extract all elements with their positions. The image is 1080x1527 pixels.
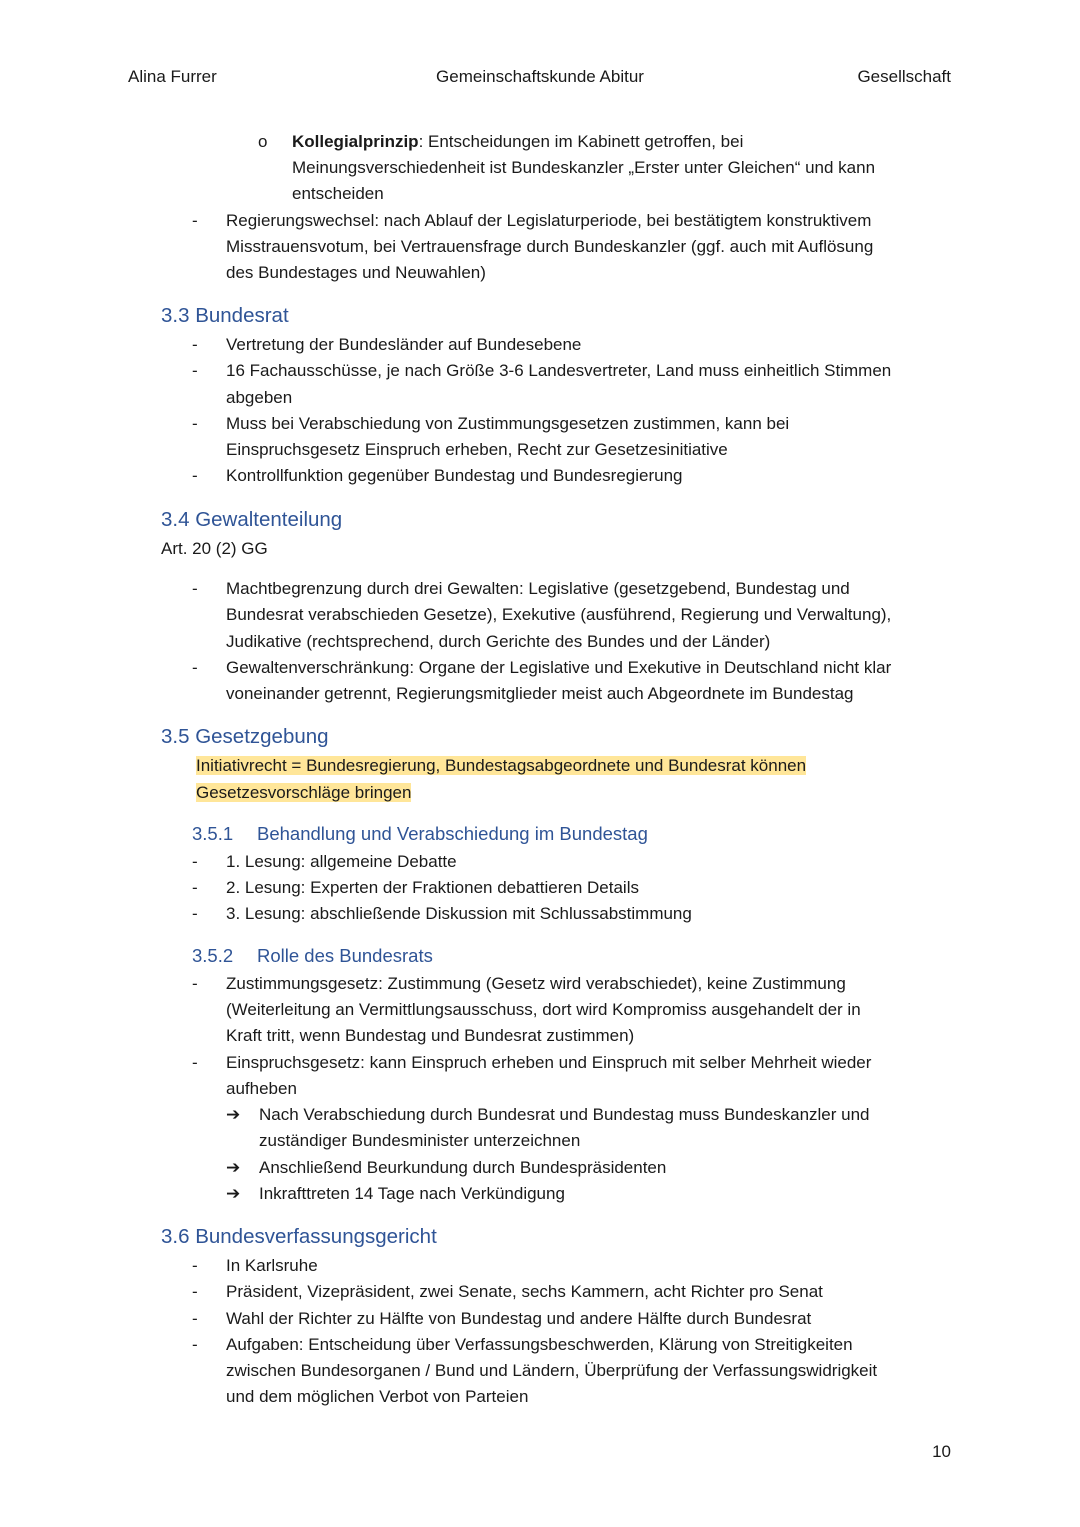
text-line: Präsident, Vizepräsident, zwei Senate, sechs Kammern, acht Richter pro Senat bbox=[226, 1282, 823, 1301]
highlighted-line bbox=[196, 755, 806, 777]
header-author: Alina Furrer bbox=[128, 67, 217, 86]
article-reference: Art. 20 (2) GG bbox=[161, 539, 268, 558]
header-topic: Gesellschaft bbox=[857, 67, 951, 86]
header-subject: Gemeinschaftskunde Abitur bbox=[436, 67, 644, 86]
text-line: Gewaltenverschränkung: Organe der Legislative und Exekutive in Deutschland nicht klar bbox=[226, 658, 892, 677]
text-line: und dem möglichen Verbot von Parteien bbox=[226, 1387, 529, 1406]
page-number: 10 bbox=[932, 1442, 951, 1461]
text-line: Kontrollfunktion gegenüber Bundestag und Bundesregierung bbox=[226, 466, 683, 485]
dash-bullet: - bbox=[192, 974, 198, 993]
heading-3-6: 3.6 Bundesverfassungsgericht bbox=[161, 1225, 437, 1248]
text-line: 2. Lesung: Experten der Fraktionen debattieren Details bbox=[226, 878, 639, 897]
text-line: Wahl der Richter zu Hälfte von Bundestag und andere Hälfte durch Bundesrat bbox=[226, 1309, 812, 1328]
text-line: Machtbegrenzung durch drei Gewalten: Legislative (gesetzgebend, Bundestag und bbox=[226, 579, 850, 598]
text-line: Inkrafttreten 14 Tage nach Verkündigung bbox=[259, 1184, 565, 1203]
subheading-number: 3.5.2 bbox=[192, 945, 234, 966]
dash-bullet: - bbox=[192, 904, 198, 923]
text-line: Einspruchsgesetz: kann Einspruch erheben und Einspruch mit selber Mehrheit wieder bbox=[226, 1053, 872, 1072]
heading-3-3: 3.3 Bundesrat bbox=[161, 304, 289, 327]
text-line: abgeben bbox=[226, 388, 293, 407]
highlighted-text: Initiativrecht = Bundesregierung, Bundestagsabgeordnete und Bundesrat können bbox=[196, 756, 807, 775]
text-line: aufheben bbox=[226, 1079, 297, 1098]
arrow-icon: ➔ bbox=[226, 1158, 241, 1177]
text-line: zwischen Bundesorganen / Bund und Ländern, Überprüfung der Verfassungswidrigkeit bbox=[226, 1361, 878, 1380]
text-line: Vertretung der Bundesländer auf Bundesebene bbox=[226, 335, 582, 354]
text-line: des Bundestages und Neuwahlen) bbox=[226, 263, 486, 282]
text-line: In Karlsruhe bbox=[226, 1256, 318, 1275]
text-line: Regierungswechsel: nach Ablauf der Legislaturperiode, bei bestätigtem konstruktivem bbox=[226, 211, 872, 230]
text-line: (Weiterleitung an Vermittlungsausschuss, dort wird Kompromiss ausgehandelt der in bbox=[226, 1000, 861, 1019]
heading-3-5: 3.5 Gesetzgebung bbox=[161, 725, 329, 748]
arrow-icon: ➔ bbox=[226, 1184, 241, 1203]
text-line: zuständiger Bundesminister unterzeichnen bbox=[259, 1131, 581, 1150]
dash-bullet: - bbox=[192, 1256, 198, 1275]
kollegialprinzip-term: Kollegialprinzip bbox=[292, 132, 419, 151]
text-line: Meinungsverschiedenheit ist Bundeskanzler „Erster unter Gleichen“ und kann bbox=[292, 158, 876, 177]
text-line: Judikative (rechtsprechend, durch Gerichte des Bundes und der Länder) bbox=[226, 632, 771, 651]
subheading-number: 3.5.1 bbox=[192, 823, 234, 844]
circle-bullet: o bbox=[258, 132, 268, 151]
dash-bullet: - bbox=[192, 335, 198, 354]
text-line: 3. Lesung: abschließende Diskussion mit Schlussabstimmung bbox=[226, 904, 692, 923]
dash-bullet: - bbox=[192, 211, 198, 230]
text-line: Zustimmungsgesetz: Zustimmung (Gesetz wird verabschiedet), keine Zustimmung bbox=[226, 974, 846, 993]
subheading-3-5-2: Rolle des Bundesrats bbox=[257, 945, 433, 966]
text-line: entscheiden bbox=[292, 184, 384, 203]
subheading-3-5-1: Behandlung und Verabschiedung im Bundestag bbox=[257, 823, 648, 844]
highlighted-line bbox=[196, 782, 411, 804]
dash-bullet: - bbox=[192, 1053, 198, 1072]
dash-bullet: - bbox=[192, 414, 198, 433]
text-line: Einspruchsgesetz Einspruch erheben, Recht zur Gesetzesinitiative bbox=[226, 440, 728, 459]
dash-bullet: - bbox=[192, 466, 198, 485]
dash-bullet: - bbox=[192, 1335, 198, 1354]
dash-bullet: - bbox=[192, 1282, 198, 1301]
text-line: Misstrauensvotum, bei Vertrauensfrage durch Bundeskanzler (ggf. auch mit Auflösung bbox=[226, 237, 874, 256]
text-line: Anschließend Beurkundung durch Bundespräsidenten bbox=[259, 1158, 667, 1177]
dash-bullet: - bbox=[192, 361, 198, 380]
arrow-icon: ➔ bbox=[226, 1105, 241, 1124]
heading-3-4: 3.4 Gewaltenteilung bbox=[161, 508, 343, 531]
text-line: Aufgaben: Entscheidung über Verfassungsbeschwerden, Klärung von Streitigkeiten bbox=[226, 1335, 853, 1354]
kollegialprinzip-text: : Entscheidungen im Kabinett getroffen, bei bbox=[418, 132, 744, 151]
dash-bullet: - bbox=[192, 852, 198, 871]
text-line: Muss bei Verabschiedung von Zustimmungsgesetzen zustimmen, kann bei bbox=[226, 414, 790, 433]
text-line: Kraft tritt, wenn Bundestag und Bundesrat zustimmen) bbox=[226, 1026, 635, 1045]
text-line: 16 Fachausschüsse, je nach Größe 3-6 Landesvertreter, Land muss einheitlich Stimmen bbox=[226, 361, 892, 380]
highlighted-text: Gesetzesvorschläge bringen bbox=[196, 783, 412, 802]
dash-bullet: - bbox=[192, 658, 198, 677]
kollegialprinzip-line bbox=[292, 131, 743, 153]
text-line: voneinander getrennt, Regierungsmitglieder meist auch Abgeordnete im Bundestag bbox=[226, 684, 854, 703]
dash-bullet: - bbox=[192, 579, 198, 598]
text-line: Nach Verabschiedung durch Bundesrat und Bundestag muss Bundeskanzler und bbox=[259, 1105, 870, 1124]
dash-bullet: - bbox=[192, 878, 198, 897]
text-line: 1. Lesung: allgemeine Debatte bbox=[226, 852, 457, 871]
dash-bullet: - bbox=[192, 1309, 198, 1328]
text-line: Bundesrat verabschieden Gesetze), Exekutive (ausführend, Regierung und Verwaltung), bbox=[226, 605, 892, 624]
